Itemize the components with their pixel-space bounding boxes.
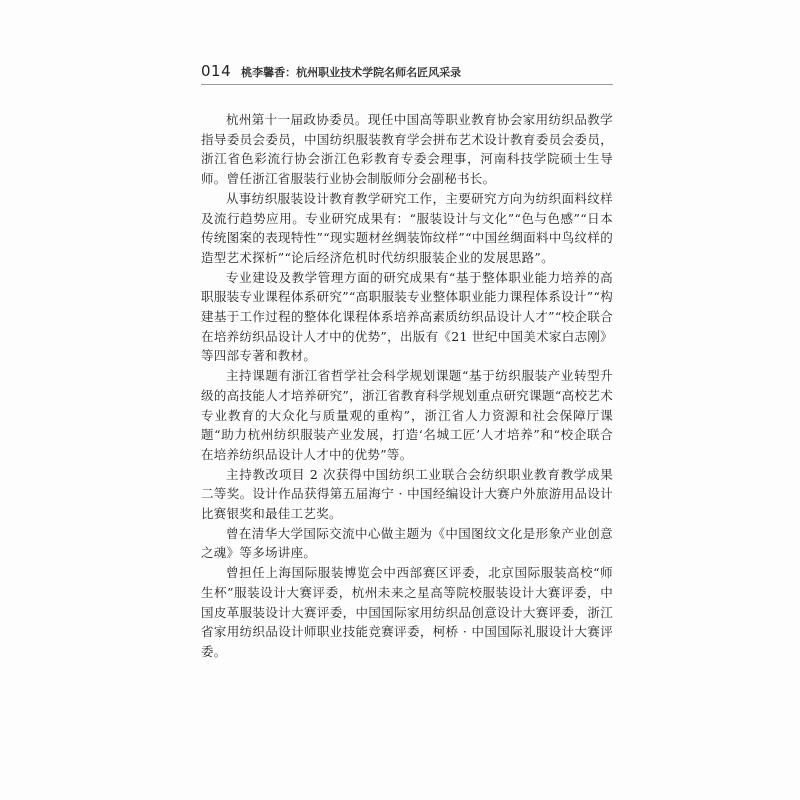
paragraph: 主持课题有浙江省哲学社会科学规划课题“基于纺织服装产业转型升级的高技能人才培养研究”，浙江省教育科学规划重点研究课题“高校艺术专业教育的大众化与质量观的重构”，浙江省人力资源和社会保障厅课题“助力杭州纺织服装产业发展，打造‘名城工匠’人才培养”和“校企联合在培养纺织品设计人才中的优势”等。: [201, 368, 613, 462]
page-header: [201, 62, 613, 86]
paragraph: 专业建设及教学管理方面的研究成果有“基于整体职业能力培养的高职服装专业课程体系研究”“高职服装专业整体职业能力课程体系设计”“构建基于工作过程的整体化课程体系培养高素质纺织品设计人才”“校企联合在培养纺织品设计人才中的优势”，出版有《21 世纪中国美术家白志刚》等四部专著和教材。: [201, 269, 613, 364]
paragraph: 曾担任上海国际服装博览会中西部赛区评委，北京国际服装高校“师生杯”服装设计大赛评委，杭州未来之星高等院校服装设计大赛评委，中国皮革服装设计大赛评委，中国国际家用纺织品创意设计大赛评委，浙江省家用纺织品设计师职业技能竞赛评委，柯桥 · 中国国际礼服设计大赛评委。: [201, 565, 613, 659]
header-divider: [201, 84, 613, 85]
paragraph: 杭州第十一届政协委员。现任中国高等职业教育协会家用纺织品教学指导委员会委员，中国纺织服装教育学会拼布艺术设计教育委员会委员，浙江省色彩流行协会浙江色彩教育专委会理事，河南科技学院硕士生导师。曾任浙江省服装行业协会制版师分会副秘书长。: [201, 112, 613, 187]
paragraph: 曾在清华大学国际交流中心做主题为《中国图纹文化是形象产业创意之魂》等多场讲座。: [201, 525, 613, 561]
paragraph: 从事纺织服装设计教育教学研究工作，主要研究方向为纺织面料纹样及流行趋势应用。专业研究成果有：“服装设计与文化”“色与色感”“日本传统图案的表现特性”“现实题材丝绸装饰纹样”“中国丝绸面料中鸟纹样的造型艺术探析”“论后经济危机时代纺织服装企业的发展思路”。: [201, 190, 613, 265]
body-text: [201, 110, 613, 662]
paragraph: 主持教改项目 2 次获得中国纺织工业联合会纺织职业教育教学成果二等奖。设计作品获得第五届海宁 · 中国经编设计大赛户外旅游用品设计比赛银奖和最佳工艺奖。: [201, 466, 613, 522]
running-title: 桃李馨香：杭州职业技术学院名师名匠风采录: [241, 66, 462, 79]
page-number: 014: [201, 62, 232, 80]
